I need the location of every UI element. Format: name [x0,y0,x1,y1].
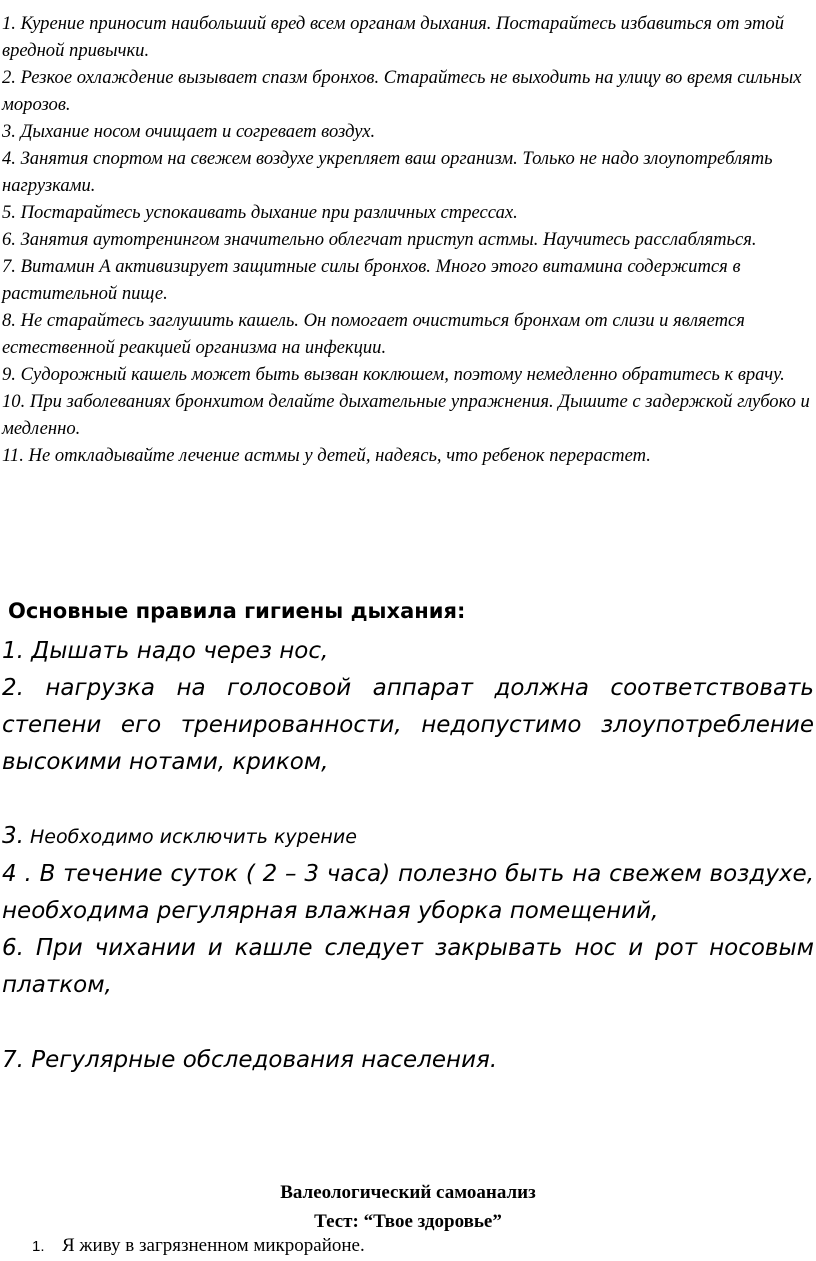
tip-item: 10. При заболеваниях бронхитом делайте дыхательные упражнения. Дышите с задержкой глубоко и медленно. [2,391,810,439]
rules-heading: Основные правила гигиены дыхания: [8,599,466,623]
tip-item: 11. Не откладывайте лечение астмы у детей, надеясь, что ребенок перерастет. [2,445,651,466]
rule-item: 6. При чихании и кашле следует закрывать нос и рот носовым платком, [2,935,814,998]
rule-item: 4 . В течение суток ( 2 – 3 часа) полезно быть на свежем воздухе, необходима регулярная влажная уборка помещений, [2,861,814,924]
test-header [0,1178,816,1236]
rule-text: Необходимо исключить курение [23,826,357,848]
rule-item: 2. нагрузка на голосовой аппарат должна соответствовать степени его тренированности, недопустимо злоупотребление высокими нотами, криком, [2,675,814,775]
hygiene-rules-list [2,633,814,1079]
tip-item: 4. Занятия спортом на свежем воздухе укрепляет ваш организм. Только не надо злоупотреблять нагрузками. [2,148,773,196]
rule-item [2,818,814,856]
test-heading: Валеологический самоанализ [280,1182,536,1203]
tip-item: 5. Постарайтесь успокаивать дыхание при различных стрессах. [2,202,518,223]
test-subheading: Тест: “Твое здоровье” [314,1211,502,1232]
breathing-tips-list [2,10,814,469]
tip-item: 2. Резкое охлаждение вызывает спазм бронхов. Старайтесь не выходить на улицу во время сильных морозов. [2,67,802,115]
tip-item: 6. Занятия аутотренингом значительно облегчат приступ астмы. Научитесь расслабляться. [2,229,757,250]
tip-item: 9. Судорожный кашель может быть вызван коклюшем, поэтому немедленно обратитесь к врачу. [2,364,785,385]
tip-item: 1. Курение приносит наибольший вред всем органам дыхания. Постарайтесь избавиться от этой вредной привычки. [2,13,785,61]
question-text: Я живу в загрязненном микрорайоне. [62,1235,365,1256]
tip-item: 7. Витамин А активизирует защитные силы бронхов. Много этого витамина содержится в растительной пище. [2,256,741,304]
question-number: 1. [32,1238,45,1255]
rule-item: 7. Регулярные обследования населения. [2,1047,498,1073]
test-question [32,1232,365,1260]
rule-item: 1. Дышать надо через нос, [2,638,329,664]
rule-number: 3. [2,823,24,849]
tip-item: 3. Дыхание носом очищает и согревает воздух. [2,121,376,142]
tip-item: 8. Не старайтесь заглушить кашель. Он помогает очиститься бронхам от слизи и является естественной реакцией организма на инфекции. [2,310,745,358]
